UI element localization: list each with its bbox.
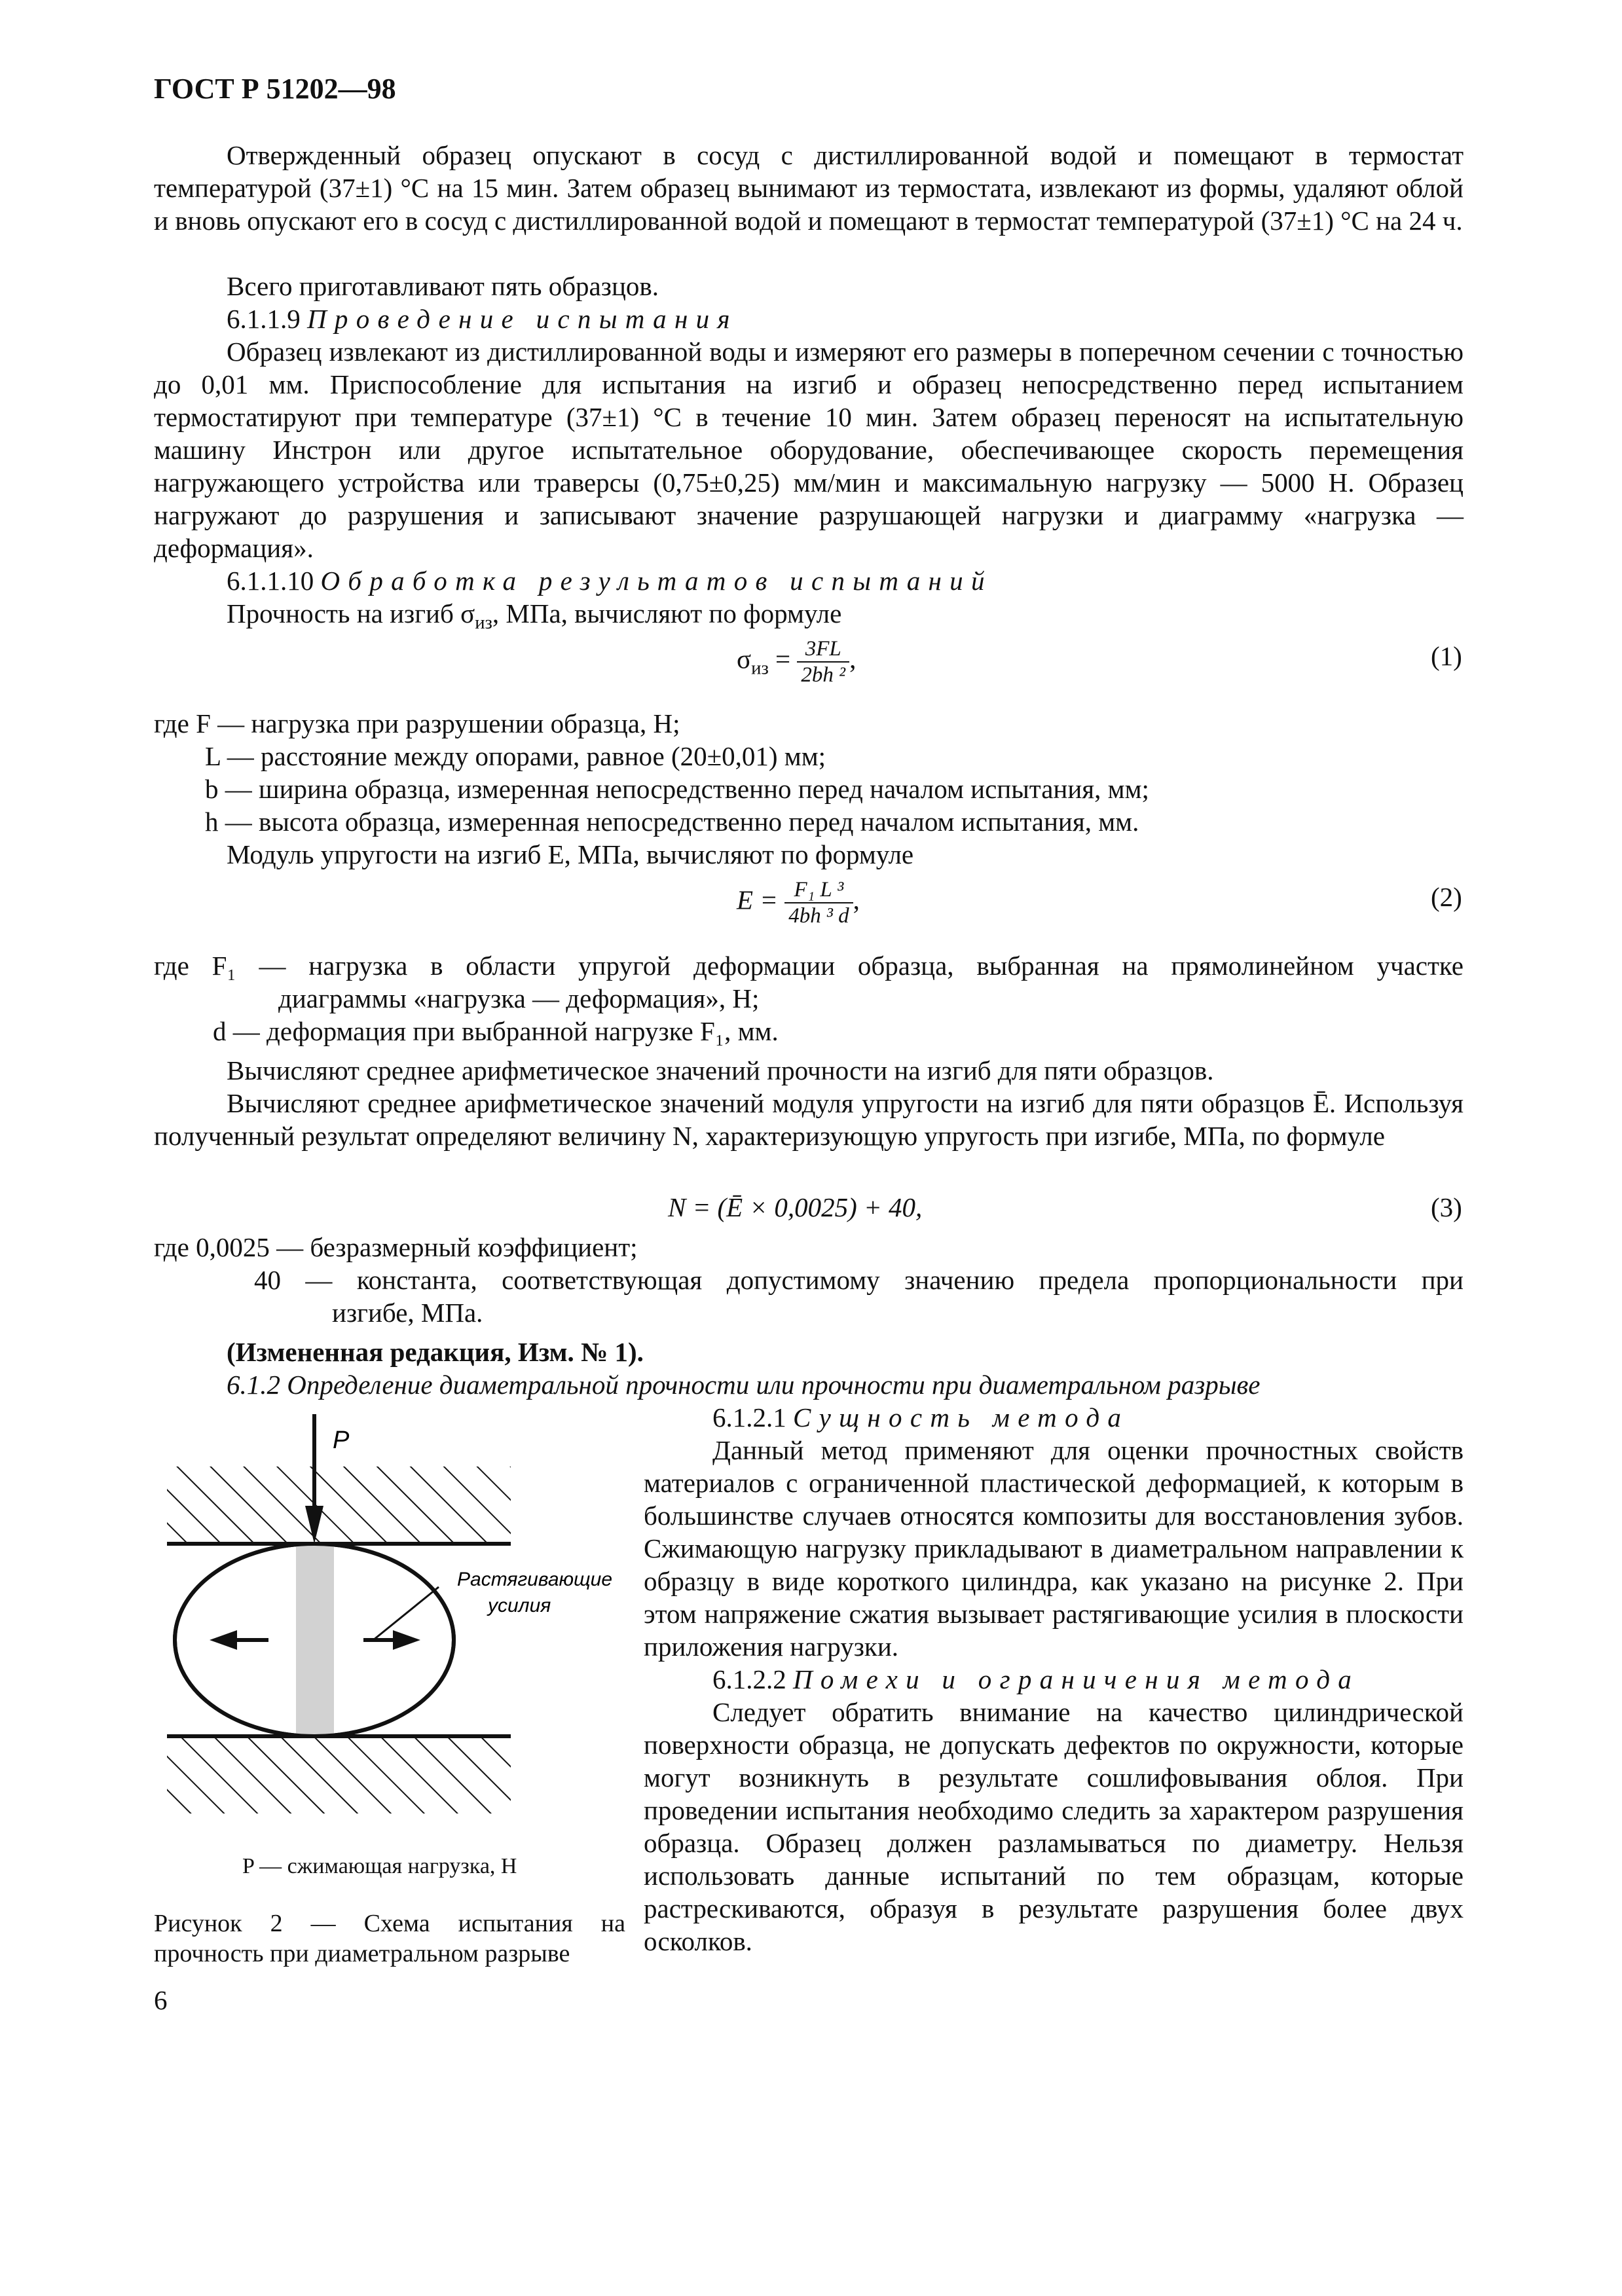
paragraph-method-essence: Данный метод применяют для оценки прочностных свойств материалов с ограниченной пластической деформацией, к которым в большинстве случаев относятся композиты для восстановления зубов. Сжимающую нагрузку прикладывают в диаметральном направлении к образцу в виде короткого цилиндра, как указано на рисунке 2. При этом напряжение сжатия вызывает растягивающие усилия в плоскости приложения нагрузки. [644, 1435, 1464, 1662]
amendment-note: (Измененная редакция, Изм. № 1). [227, 1337, 644, 1367]
where-constant: 40 — константа, соответствующая допустимому значению предела пропорциональности при [254, 1265, 1464, 1295]
equation-3-number: (3) [1431, 1192, 1462, 1222]
paragraph-mean-strength: Вычисляют среднее арифметическое значений прочности на изгиб для пяти образцов. [227, 1055, 1214, 1085]
figure-legend: P — сжимающая нагрузка, Н [242, 1854, 517, 1878]
tension-zone [296, 1544, 334, 1736]
where-f: где F — нагрузка при разрушении образца, Н; [154, 708, 680, 738]
figure-caption: Рисунок 2 — Схема испытания на прочность при диаметральном разрыве [154, 1910, 625, 1967]
section-heading-6121: 6.1.2.1 Сущность метода [712, 1402, 1130, 1432]
paragraph-modulus-intro: Модуль упругости на изгиб E, МПа, вычисляют по формуле [227, 839, 914, 869]
section-heading-6119: 6.1.1.9 Проведение испытания [227, 304, 738, 334]
paragraph-mean-modulus: Вычисляют среднее арифметическое значений модуля упругости на изгиб для пяти образцов Ē. Используя полученный результат определяют величину N, характеризующую упругость при изгибе, МПа, по формуле [154, 1088, 1464, 1151]
where-d: d — деформация при выбранной нагрузке F₁, мм. [213, 1016, 779, 1046]
paragraph-five-samples: Всего приготавливают пять образцов. [227, 271, 659, 301]
where-l: L — расстояние между опорами, равное (20±0,01) мм; [205, 741, 826, 771]
tension-label-1: Растягивающие [457, 1569, 612, 1590]
figure-diametral-test [157, 1414, 629, 1833]
equation-2-number: (2) [1431, 882, 1462, 912]
where-f1: где F₁ — нагрузка в области упругой деформации образца, выбранная на прямолинейном участке [154, 951, 1464, 981]
upper-platen [167, 1467, 511, 1545]
where-h: h — высота образца, измеренная непосредственно перед началом испытания, мм. [205, 807, 1139, 837]
paragraph-test-procedure: Образец извлекают из дистиллированной воды и измеряют его размеры в поперечном сечении с точностью до 0,01 мм. Приспособление для испытания на изгиб и образец непосредственно перед испытанием термостатируют при температуре (37±1) °С в течение 10 мин. Затем образец переносят на испытательную машину Инстрон или другое испытательное оборудование, обеспечивающее скорость перемещения нагружающего устройства или траверсы (0,75±0,25) мм/мин и максимальную нагрузку — 5000 Н. Образец нагружают до разрушения и записывают значение разрушающей нагрузки и диаграмму «нагрузка — деформация». [154, 337, 1464, 563]
paragraph-limitations: Следует обратить внимание на качество цилиндрической поверхности образца, не допускать дефектов по окружности, которые могут возникнуть в результате сошлифовывания облоя. При проведении испытания необходимо следить за характером разрушения образца. Образец должен разламываться по диаметру. Нельзя использовать данные испытаний по тем образцам, которые растрескиваются, образуя в результате разрушения более двух осколков. [644, 1697, 1464, 1956]
equation-1: $\sigma_{из}$ = $\frac{3FL}{\text{2bh ²}}$ , [737, 637, 857, 687]
where-f1-cont: диаграммы «нагрузка — деформация», Н; [278, 983, 760, 1013]
standard-code: ГОСТ Р 51202—98 [154, 73, 396, 105]
lower-platen [167, 1735, 511, 1813]
where-b: b — ширина образца, измеренная непосредственно перед началом испытания, мм; [205, 774, 1149, 804]
where-coeff: где 0,0025 — безразмерный коэффициент; [154, 1232, 638, 1262]
section-heading-6122: 6.1.2.2 Помехи и ограничения метода [712, 1664, 1360, 1694]
where-constant-cont: изгибе, МПа. [332, 1298, 483, 1328]
equation-2: E = $\frac{\text{F₁ L ³}}{\text{4bh ³ d}}$ , [737, 878, 860, 928]
equation-3: N = (Ē × 0,0025) + 40, [668, 1192, 923, 1222]
section-heading-61110: 6.1.1.10 Обработка результатов испытаний [227, 566, 993, 596]
equation-1-number: (1) [1431, 641, 1462, 671]
section-heading-612: 6.1.2 Определение диаметральной прочности или прочности при диаметральном разрыве [227, 1370, 1261, 1400]
load-label: P [333, 1427, 350, 1454]
tension-label-2: усилия [488, 1595, 551, 1616]
page-number: 6 [154, 1985, 168, 2015]
paragraph-curing: Отвержденный образец опускают в сосуд с дистиллированной водой и помещают в термостат температурой (37±1) °С на 15 мин. Затем образец вынимают из термостата, извлекают из формы, удаляют облой и вновь опускают его в сосуд с дистиллированной водой и помещают в термостат температурой (37±1) °С на 24 ч. [154, 140, 1464, 236]
paragraph-strength-formula-intro: Прочность на изгиб $\sigma_{из}$, МПа, вычисляют по формуле [227, 598, 842, 634]
